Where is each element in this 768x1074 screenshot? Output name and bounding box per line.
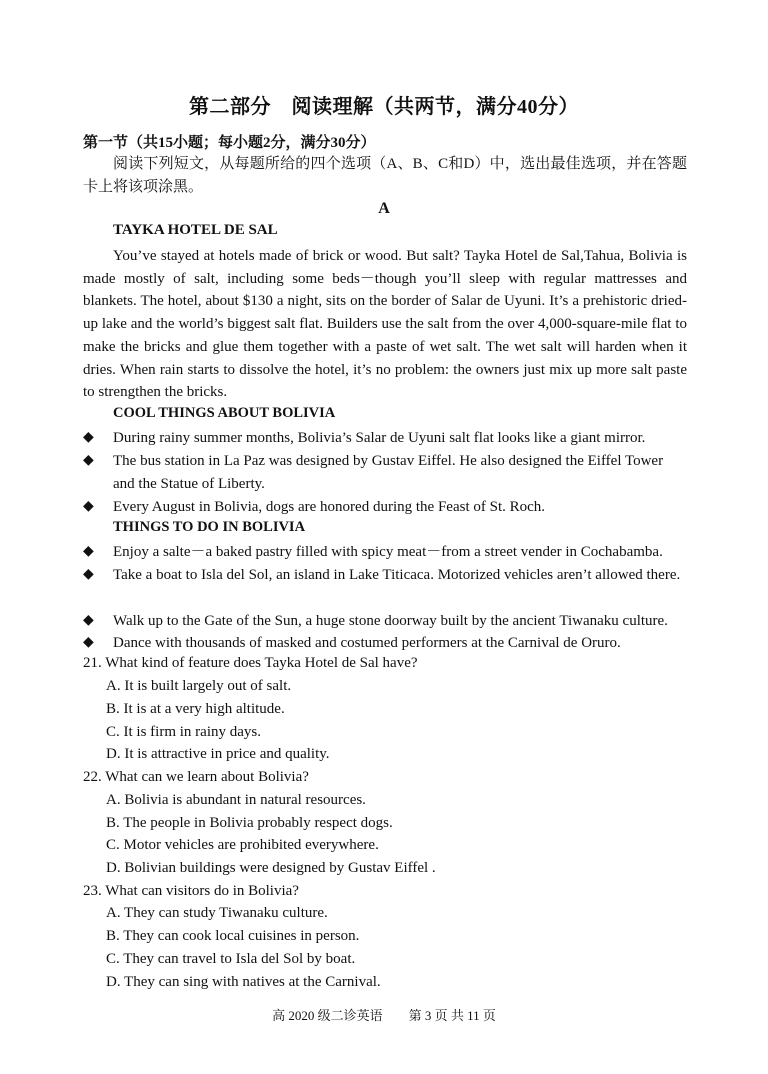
list-item [83,450,687,495]
list-item [83,541,687,564]
question-option: B. The people in Bolivia probably respect dogs. [106,815,393,831]
list-item [83,427,687,450]
diamond-bullet-icon: ◆ [83,613,94,628]
question-22: 22. What can we learn about Bolivia? [83,769,309,785]
list-item [83,496,687,519]
question-option: A. They can study Tiwanaku culture. [106,905,328,921]
question-option: D. They can sing with natives at the Carnival. [106,974,381,990]
question-option: C. Motor vehicles are prohibited everywhere. [106,837,379,853]
section-title: 第一节（共15小题；每小题2分，满分30分） [83,135,376,151]
list-item-text: Take a boat to Isla del Sol, an island in Lake Titicaca. Motorized vehicles aren’t allowed there. [113,567,681,583]
list-item-text: Walk up to the Gate of the Sun, a huge stone doorway built by the ancient Tiwanaku culture. [113,613,668,629]
question-option: A. It is built largely out of salt. [106,678,292,694]
list-item-text: The bus station in La Paz was designed by Gustav Eiffel. He also designed the Eiffel Tower and the Statue of Liberty. [113,453,664,492]
list-item [83,632,687,655]
question-option: C. They can travel to Isla del Sol by boat. [106,951,356,967]
question-option: D. It is attractive in price and quality. [106,746,330,762]
question-23: 23. What can visitors do in Bolivia? [83,883,299,899]
cool-things-heading: COOL THINGS ABOUT BOLIVIA [113,405,336,421]
list-item-text: Enjoy a salte－a baked pastry filled with spicy meat－from a street vender in Cochabamba. [113,544,663,560]
list-item-text: Every August in Bolivia, dogs are honored during the Feast of St. Roch. [113,499,546,515]
list-item [83,564,687,587]
passage-label: A [378,200,390,217]
list-item-text: Dance with thousands of masked and costumed performers at the Carnival de Oruro. [113,635,621,651]
diamond-bullet-icon: ◆ [83,430,94,445]
passage-paragraph: You’ve stayed at hotels made of brick or wood. But salt? Tayka Hotel de Sal,Tahua, Bolivia is made mostly of salt, including some beds－though you’ll sleep with regular mattresses and blankets. The hotel, about $130 a night, sits on the border of Salar de Uyuni. It’s a prehistoric dried-up lake and the world’s biggest salt flat. Builders use the salt from the over 4,000-square-mile flat to make the bricks and glue them together with a paste of wet salt. The wet salt will harden when it dries. When rain starts to dissolve the hotel, it’s no problem: the owners just mix up more salt paste to strengthen the bricks. [83,248,687,401]
diamond-bullet-icon: ◆ [83,499,94,514]
list-item-text: During rainy summer months, Bolivia’s Salar de Uyuni salt flat looks like a giant mirror. [113,430,646,446]
question-option: D. Bolivian buildings were designed by Gustav Eiffel . [106,860,436,876]
diamond-bullet-icon: ◆ [83,635,94,650]
things-to-do-heading: THINGS TO DO IN BOLIVIA [113,519,306,535]
diamond-bullet-icon: ◆ [83,544,94,559]
page-footer: 高 2020 级二诊英语 第 3 页 共 11 页 [272,1008,496,1023]
part-title: 第二部分 阅读理解（共两节，满分40分） [189,96,579,118]
instructions: 阅读下列短文，从每题所给的四个选项（A、B、C和D）中，选出最佳选项，并在答题卡上将该项涂黑。 [83,156,687,195]
question-option: A. Bolivia is abundant in natural resources. [106,792,366,808]
question-option: B. It is at a very high altitude. [106,701,285,717]
diamond-bullet-icon: ◆ [83,567,94,582]
diamond-bullet-icon: ◆ [83,453,94,468]
question-21: 21. What kind of feature does Tayka Hotel de Sal have? [83,655,418,671]
list-item [83,610,687,633]
passage-title: TAYKA HOTEL DE SAL [113,222,278,238]
question-option: C. It is firm in rainy days. [106,724,261,740]
question-option: B. They can cook local cuisines in person. [106,928,360,944]
